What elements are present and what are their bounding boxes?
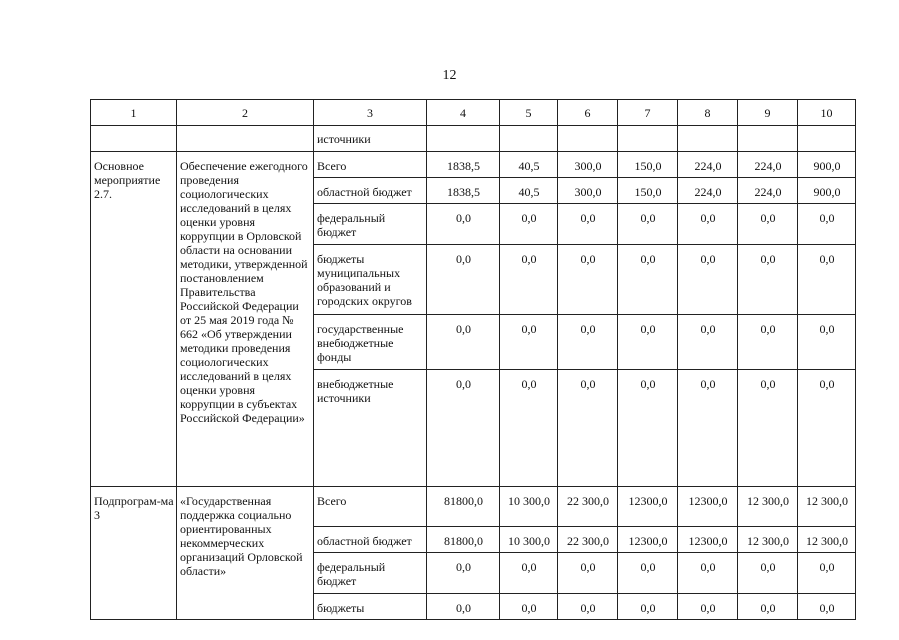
value-cell: 10 300,0 [500,527,558,553]
value-cell: 0,0 [500,315,558,370]
value-cell: 224,0 [678,152,738,178]
source-cell: областной бюджет [314,178,427,204]
value-cell: 0,0 [500,245,558,315]
value-cell: 81800,0 [427,527,500,553]
value-cell: 0,0 [618,315,678,370]
value-cell: 0,0 [618,594,678,620]
value-cell: 0,0 [558,204,618,245]
value-cell: 22 300,0 [558,487,618,527]
empty-cell [427,126,500,152]
empty-cell [678,126,738,152]
value-cell: 900,0 [798,152,856,178]
header-cell: 2 [177,100,314,126]
source-cell: Всего [314,487,427,527]
empty-cell [558,126,618,152]
empty-cell [177,126,314,152]
value-cell: 0,0 [738,594,798,620]
source-cell: государственные внебюджетные фонды [314,315,427,370]
value-cell: 224,0 [738,178,798,204]
empty-cell [500,126,558,152]
value-cell: 0,0 [618,245,678,315]
value-cell: 10 300,0 [500,487,558,527]
value-cell: 0,0 [798,315,856,370]
value-cell: 0,0 [738,245,798,315]
value-cell: 0,0 [558,245,618,315]
value-cell: 81800,0 [427,487,500,527]
value-cell: 0,0 [427,594,500,620]
value-cell: 0,0 [798,594,856,620]
table-header-row [91,100,856,126]
value-cell: 0,0 [738,370,798,487]
value-cell: 0,0 [618,370,678,487]
value-cell: 0,0 [678,204,738,245]
value-cell: 0,0 [558,594,618,620]
source-cell: областной бюджет [314,527,427,553]
item-name-cell: Обеспечение ежегодного проведения социологических исследований в целях оценки уровня коррупции в Орловской области на основании методики, утвержденной постановлением Правительства Российской Федерации от 25 мая 2019 года № 662 «Об утверждении методики проведения социологических исследований в целях оценки уровня коррупции в субъектах Российской Федерации» [177,152,314,487]
value-cell: 0,0 [427,553,500,594]
value-cell: 0,0 [427,315,500,370]
value-cell: 300,0 [558,178,618,204]
header-cell: 6 [558,100,618,126]
value-cell: 0,0 [738,204,798,245]
source-cell: бюджеты муниципальных образований и городских округов [314,245,427,315]
source-cell: федеральный бюджет [314,553,427,594]
page-number: 12 [442,68,457,83]
value-cell: 0,0 [500,204,558,245]
value-cell: 224,0 [678,178,738,204]
value-cell: 0,0 [427,204,500,245]
value-cell: 0,0 [500,370,558,487]
header-cell: 8 [678,100,738,126]
value-cell: 0,0 [678,370,738,487]
value-cell: 0,0 [678,594,738,620]
value-cell: 0,0 [678,245,738,315]
table-row [91,487,856,527]
empty-cell [738,126,798,152]
value-cell: 0,0 [500,553,558,594]
value-cell: 12300,0 [618,487,678,527]
budget-block [91,152,856,487]
value-cell: 150,0 [618,152,678,178]
header-cell: 5 [500,100,558,126]
source-cell: бюджеты [314,594,427,620]
value-cell: 0,0 [738,315,798,370]
value-cell: 0,0 [558,370,618,487]
value-cell: 0,0 [558,315,618,370]
value-cell: 12 300,0 [798,527,856,553]
value-cell: 12 300,0 [738,527,798,553]
source-cell: федеральный бюджет [314,204,427,245]
value-cell: 0,0 [618,553,678,594]
value-cell: 0,0 [678,315,738,370]
item-name-cell: «Государственная поддержка социально ориентированных некоммерческих организаций Орловской области» [177,487,314,620]
value-cell: 1838,5 [427,152,500,178]
budget-table [90,99,856,620]
value-cell: 0,0 [798,553,856,594]
value-cell: 0,0 [618,204,678,245]
value-cell: 150,0 [618,178,678,204]
empty-cell [618,126,678,152]
empty-cell [798,126,856,152]
budget-block [91,487,856,620]
value-cell: 0,0 [738,553,798,594]
value-cell: 900,0 [798,178,856,204]
value-cell: 40,5 [500,152,558,178]
header-cell: 7 [618,100,678,126]
value-cell: 12300,0 [678,487,738,527]
value-cell: 0,0 [798,370,856,487]
value-cell: 300,0 [558,152,618,178]
value-cell: 0,0 [427,245,500,315]
item-code-cell: Основное мероприятие 2.7. [91,152,177,487]
value-cell: 0,0 [427,370,500,487]
table-row [91,152,856,178]
item-code-cell: Подпрограм-ма 3 [91,487,177,620]
value-cell: 12 300,0 [738,487,798,527]
value-cell: 0,0 [558,553,618,594]
header-cell: 10 [798,100,856,126]
empty-cell [91,126,177,152]
source-cell: Всего [314,152,427,178]
value-cell: 22 300,0 [558,527,618,553]
source-cell: источники [314,126,427,152]
value-cell: 0,0 [500,594,558,620]
header-cell: 1 [91,100,177,126]
header-cell: 9 [738,100,798,126]
value-cell: 0,0 [798,204,856,245]
value-cell: 224,0 [738,152,798,178]
header-cell: 3 [314,100,427,126]
source-cell: внебюджетные источники [314,370,427,487]
value-cell: 12 300,0 [798,487,856,527]
value-cell: 0,0 [798,245,856,315]
header-cell: 4 [427,100,500,126]
continuation-row [91,126,856,152]
value-cell: 40,5 [500,178,558,204]
value-cell: 12300,0 [678,527,738,553]
value-cell: 1838,5 [427,178,500,204]
value-cell: 0,0 [678,553,738,594]
value-cell: 12300,0 [618,527,678,553]
